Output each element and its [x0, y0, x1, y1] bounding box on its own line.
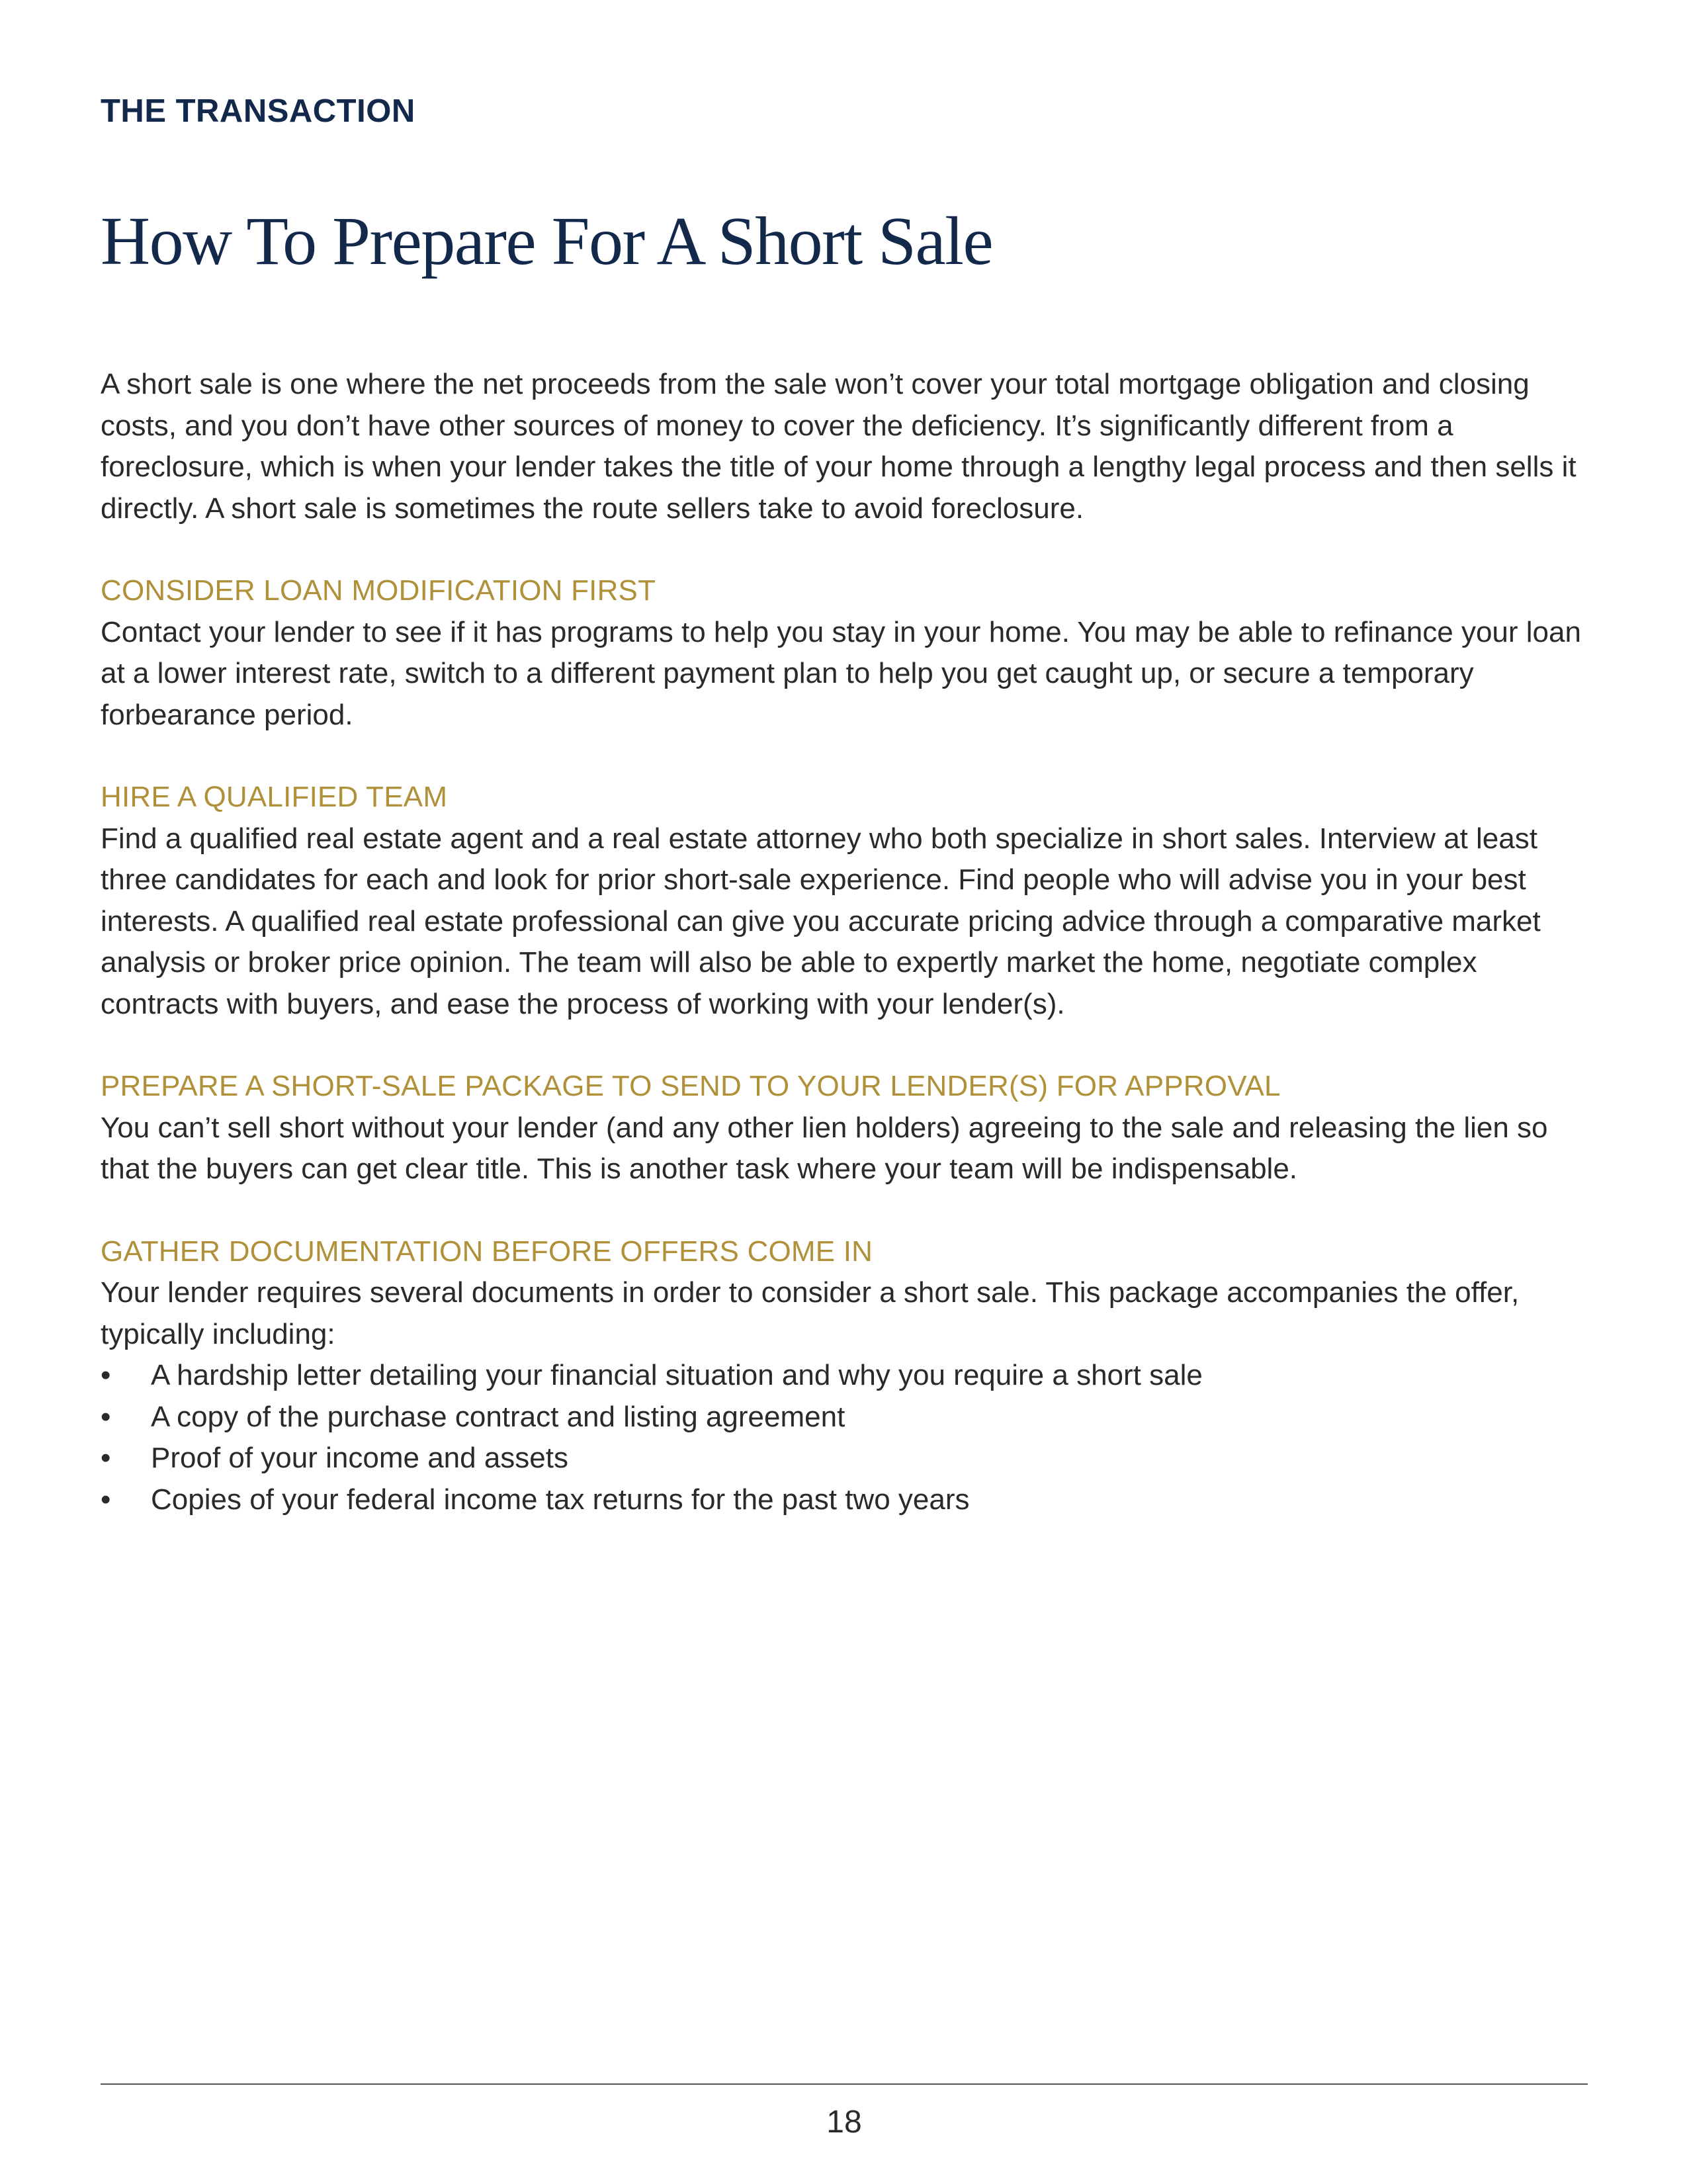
bullet-icon: • [101, 1359, 111, 1391]
list-item [101, 1355, 1589, 1397]
bullet-icon: • [101, 1483, 111, 1516]
list-item [101, 1438, 1589, 1479]
section-heading: CONSIDER LOAN MODIFICATION FIRST [101, 574, 656, 607]
list-item [101, 1397, 1589, 1438]
list-item-text: Copies of your federal income tax returns for the past two years [151, 1483, 970, 1516]
bullet-icon: • [101, 1400, 111, 1433]
section-loan-modification [101, 570, 1589, 736]
page-number: 18 [826, 2105, 862, 2140]
section-heading: PREPARE A SHORT-SALE PACKAGE TO SEND TO YOUR LENDER(S) FOR APPROVAL [101, 1070, 1281, 1102]
intro-paragraph: A short sale is one where the net proceeds from the sale won’t cover your total mortgage obligation and closing costs, and you don’t have other sources of money to cover the deficiency. It’s significantly different from a foreclosure, which is when your lender takes the title of your home through a lengthy legal process and then sells it directly. A short sale is sometimes the route sellers take to avoid foreclosure. [101, 368, 1577, 525]
list-item [101, 1479, 1589, 1521]
section-body: Your lender requires several documents in order to consider a short sale. This package accompanies the offer, typically including: [101, 1276, 1520, 1350]
bullet-icon: • [101, 1442, 111, 1474]
section-short-sale-package [101, 1066, 1589, 1190]
section-hire-team [101, 777, 1589, 1025]
section-heading: GATHER DOCUMENTATION BEFORE OFFERS COME IN [101, 1235, 873, 1268]
section-body: Contact your lender to see if it has programs to help you stay in your home. You may be able to refinance your loan at a lower interest rate, switch to a different payment plan to help you get caught up, or secure a temporary forbearance period. [101, 615, 1581, 731]
section-body: You can’t sell short without your lender (and any other lien holders) agreeing to the sale and releasing the lien so that the buyers can get clear title. This is another task where your team will be indispensable. [101, 1111, 1548, 1185]
list-item-text: A hardship letter detailing your financial situation and why you require a short sale [151, 1359, 1203, 1391]
documents-list [101, 1355, 1589, 1520]
page-title: How To Prepare For A Short Sale [101, 203, 993, 279]
section-body: Find a qualified real estate agent and a real estate attorney who both specialize in short sales. Interview at least three candidates for each and look for prior short-sale experience. Find people who will advise you in your best interests. A qualified real estate professional can give you accurate pricing advice through a comparative market analysis or broker price opinion. The team will also be able to expertly market the home, negotiate complex contracts with buyers, and ease the process of working with your lender(s). [101, 822, 1541, 1020]
footer-divider [101, 2083, 1588, 2085]
section-label: THE TRANSACTION [101, 93, 415, 129]
section-gather-documentation [101, 1231, 1589, 1521]
list-item-text: A copy of the purchase contract and listing agreement [151, 1400, 845, 1433]
section-heading: HIRE A QUALIFIED TEAM [101, 781, 448, 813]
page-content [101, 364, 1589, 1561]
document-page [101, 0, 1588, 2184]
list-item-text: Proof of your income and assets [151, 1442, 568, 1474]
